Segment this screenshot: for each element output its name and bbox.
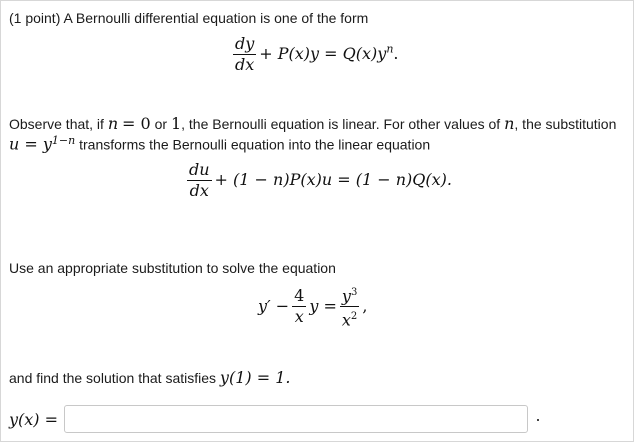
trailing-period <box>537 419 539 421</box>
linear-equation <box>184 162 452 199</box>
rhs-numerator-exp: 3 <box>350 287 358 298</box>
observe-line-1 <box>9 114 616 133</box>
observe-text-3: , the substitution <box>514 116 617 132</box>
observe-text-4: transforms the Bernoulli equation into the linear equation <box>79 136 431 153</box>
coefficient-denominator: x <box>294 307 304 327</box>
rhs-denominator <box>340 307 359 328</box>
target-mid: y = <box>309 296 337 316</box>
linear-denominator: dx <box>189 181 209 200</box>
linear-numerator: du <box>189 160 210 179</box>
substitution-exponent: 1−n <box>51 134 76 147</box>
condition-text: and find the solution that satisfies <box>9 370 217 386</box>
target-lhs: y′ − <box>258 296 290 316</box>
observe-n-2: n <box>504 114 515 133</box>
instruction-text: Use an appropriate substitution to solve the equation <box>9 260 336 276</box>
observe-one: 1 <box>170 114 182 133</box>
condition-line <box>9 368 290 387</box>
equation-end: . <box>393 44 399 63</box>
observe-line-2 <box>9 134 430 154</box>
coefficient-numerator: 4 <box>294 286 305 306</box>
observe-or: or <box>154 116 168 132</box>
problem-intro: (1 point) A Bernoulli differential equation is one of the form <box>9 10 369 26</box>
derivative-denominator: dx <box>235 55 255 74</box>
rhs-denominator-exp: 2 <box>350 311 358 323</box>
linear-rest: + (1 − n)P(x)u = (1 − n)Q(x). <box>214 170 452 189</box>
coefficient-fraction <box>292 288 306 325</box>
answer-label: y(x) = <box>9 410 59 429</box>
rhs-fraction <box>340 285 359 329</box>
derivative-fraction <box>233 36 256 73</box>
answer-input[interactable] <box>64 405 528 433</box>
rhs-numerator-base: y <box>341 286 351 306</box>
substitution-math: u = y <box>9 134 52 154</box>
observe-text-2: , the Bernoulli equation is linear. For other values of <box>181 116 501 132</box>
target-equation <box>258 285 367 329</box>
derivative-numerator: dy <box>235 34 255 53</box>
rhs-numerator <box>340 285 359 307</box>
equation-rest: + P(x)y = Q(x)y <box>259 44 387 63</box>
condition-math: y(1) = 1. <box>219 368 291 387</box>
observe-n: n <box>107 114 119 133</box>
equation-exponent: n <box>386 42 394 56</box>
linear-derivative-fraction <box>187 162 212 199</box>
rhs-denominator-base: x <box>341 310 351 330</box>
observe-eq0: = 0 <box>122 114 151 133</box>
target-end: , <box>362 296 368 316</box>
bernoulli-equation <box>230 36 399 73</box>
observe-text-1: Observe that, if <box>9 116 104 132</box>
